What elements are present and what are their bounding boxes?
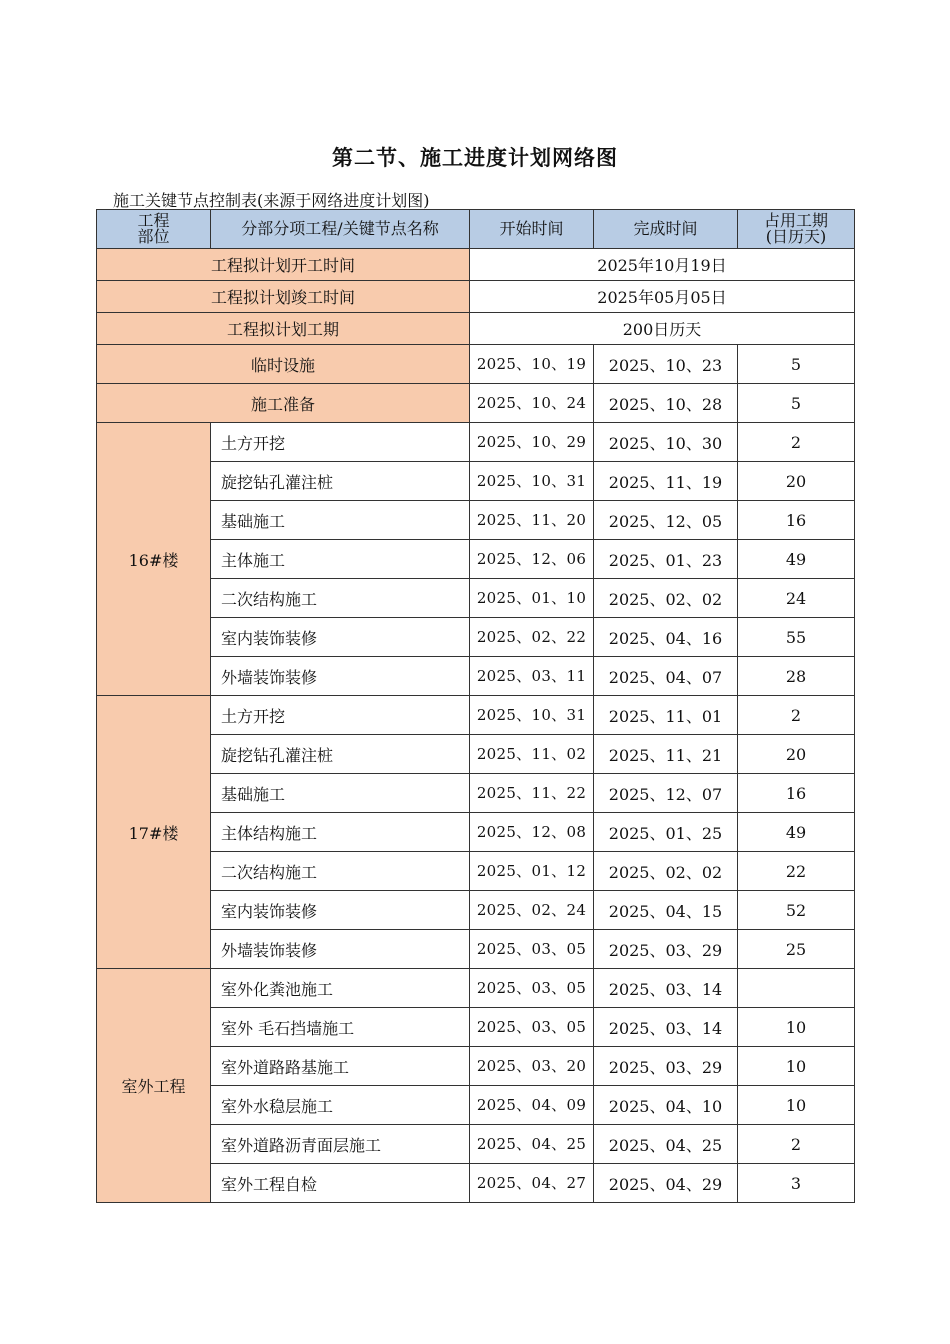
item-name: 旋挖钻孔灌注桩 [211, 462, 470, 501]
duration-days: 16 [738, 501, 855, 540]
end-date: 2025、02、02 [594, 852, 738, 891]
item-name: 二次结构施工 [211, 852, 470, 891]
header-end: 完成时间 [594, 210, 738, 249]
item-name: 基础施工 [211, 774, 470, 813]
end-date: 2025、04、16 [594, 618, 738, 657]
table-row [97, 696, 855, 735]
header-start: 开始时间 [470, 210, 594, 249]
start-date: 2025、10、19 [470, 345, 594, 384]
start-date: 2025、01、10 [470, 579, 594, 618]
table-row [97, 618, 855, 657]
start-date: 2025、02、22 [470, 618, 594, 657]
duration-days: 55 [738, 618, 855, 657]
header-name: 分部分项工程/关键节点名称 [211, 210, 470, 249]
summary-label: 工程拟计划竣工时间 [97, 281, 470, 313]
summary-value: 2025年05月05日 [470, 281, 855, 313]
duration-days: 10 [738, 1086, 855, 1125]
item-name: 旋挖钻孔灌注桩 [211, 735, 470, 774]
end-date: 2025、03、29 [594, 930, 738, 969]
duration-days [738, 969, 855, 1008]
prep-row [97, 345, 855, 384]
table-row [97, 1047, 855, 1086]
table-row [97, 852, 855, 891]
table-row [97, 1086, 855, 1125]
summary-value: 2025年10月19日 [470, 249, 855, 281]
table-row [97, 579, 855, 618]
start-date: 2025、12、08 [470, 813, 594, 852]
duration-days: 20 [738, 462, 855, 501]
summary-label: 工程拟计划开工时间 [97, 249, 470, 281]
table-row [97, 813, 855, 852]
summary-row [97, 281, 855, 313]
start-date: 2025、10、29 [470, 423, 594, 462]
duration-days: 2 [738, 423, 855, 462]
start-date: 2025、10、24 [470, 384, 594, 423]
item-name: 基础施工 [211, 501, 470, 540]
prep-label: 施工准备 [97, 384, 470, 423]
start-date: 2025、03、11 [470, 657, 594, 696]
prep-label: 临时设施 [97, 345, 470, 384]
table-row [97, 774, 855, 813]
end-date: 2025、12、05 [594, 501, 738, 540]
start-date: 2025、11、20 [470, 501, 594, 540]
start-date: 2025、04、27 [470, 1164, 594, 1203]
end-date: 2025、04、15 [594, 891, 738, 930]
start-date: 2025、03、05 [470, 1008, 594, 1047]
page-title: 第二节、施工进度计划网络图 [332, 146, 618, 170]
table-row [97, 423, 855, 462]
end-date: 2025、12、07 [594, 774, 738, 813]
summary-label: 工程拟计划工期 [97, 313, 470, 345]
end-date: 2025、01、25 [594, 813, 738, 852]
duration-days: 49 [738, 540, 855, 579]
duration-days: 52 [738, 891, 855, 930]
item-name: 室内装饰装修 [211, 891, 470, 930]
item-name: 室外 毛石挡墙施工 [211, 1008, 470, 1047]
end-date: 2025、01、23 [594, 540, 738, 579]
start-date: 2025、04、09 [470, 1086, 594, 1125]
end-date: 2025、10、30 [594, 423, 738, 462]
duration-days: 5 [738, 384, 855, 423]
end-date: 2025、04、10 [594, 1086, 738, 1125]
table-row [97, 540, 855, 579]
table-header-row [97, 210, 855, 249]
item-name: 主体施工 [211, 540, 470, 579]
item-name: 土方开挖 [211, 423, 470, 462]
end-date: 2025、04、29 [594, 1164, 738, 1203]
table-row [97, 1008, 855, 1047]
start-date: 2025、04、25 [470, 1125, 594, 1164]
end-date: 2025、11、21 [594, 735, 738, 774]
start-date: 2025、03、05 [470, 969, 594, 1008]
item-name: 外墙装饰装修 [211, 657, 470, 696]
item-name: 土方开挖 [211, 696, 470, 735]
group-part: 室外工程 [97, 969, 211, 1203]
start-date: 2025、03、20 [470, 1047, 594, 1086]
duration-days: 24 [738, 579, 855, 618]
start-date: 2025、01、12 [470, 852, 594, 891]
start-date: 2025、03、05 [470, 930, 594, 969]
end-date: 2025、11、19 [594, 462, 738, 501]
table-row [97, 501, 855, 540]
item-name: 室外化粪池施工 [211, 969, 470, 1008]
end-date: 2025、04、25 [594, 1125, 738, 1164]
summary-value: 200日历天 [470, 313, 855, 345]
item-name: 二次结构施工 [211, 579, 470, 618]
duration-days: 2 [738, 696, 855, 735]
item-name: 室内装饰装修 [211, 618, 470, 657]
duration-days: 5 [738, 345, 855, 384]
item-name: 主体结构施工 [211, 813, 470, 852]
table-row [97, 1164, 855, 1203]
table-caption: 施工关键节点控制表(来源于网络进度计划图) [113, 191, 430, 210]
end-date: 2025、02、02 [594, 579, 738, 618]
group-part: 17#楼 [97, 696, 211, 969]
summary-row [97, 249, 855, 281]
end-date: 2025、03、14 [594, 1008, 738, 1047]
start-date: 2025、10、31 [470, 462, 594, 501]
duration-days: 10 [738, 1008, 855, 1047]
table-row [97, 930, 855, 969]
end-date: 2025、03、29 [594, 1047, 738, 1086]
duration-days: 25 [738, 930, 855, 969]
start-date: 2025、11、02 [470, 735, 594, 774]
duration-days: 49 [738, 813, 855, 852]
item-name: 外墙装饰装修 [211, 930, 470, 969]
duration-days: 10 [738, 1047, 855, 1086]
end-date: 2025、10、28 [594, 384, 738, 423]
table-row [97, 735, 855, 774]
header-part: 工程部位 [97, 210, 211, 249]
start-date: 2025、10、31 [470, 696, 594, 735]
start-date: 2025、11、22 [470, 774, 594, 813]
end-date: 2025、11、01 [594, 696, 738, 735]
item-name: 室外道路路基施工 [211, 1047, 470, 1086]
group-part: 16#楼 [97, 423, 211, 696]
item-name: 室外水稳层施工 [211, 1086, 470, 1125]
table-row [97, 1125, 855, 1164]
item-name: 室外工程自检 [211, 1164, 470, 1203]
duration-days: 3 [738, 1164, 855, 1203]
summary-row [97, 313, 855, 345]
header-duration: 占用工期(日历天) [738, 210, 855, 249]
duration-days: 28 [738, 657, 855, 696]
start-date: 2025、02、24 [470, 891, 594, 930]
table-row [97, 462, 855, 501]
schedule-table [96, 209, 855, 1203]
end-date: 2025、10、23 [594, 345, 738, 384]
table-row [97, 657, 855, 696]
item-name: 室外道路沥青面层施工 [211, 1125, 470, 1164]
prep-row [97, 384, 855, 423]
duration-days: 2 [738, 1125, 855, 1164]
duration-days: 16 [738, 774, 855, 813]
start-date: 2025、12、06 [470, 540, 594, 579]
duration-days: 20 [738, 735, 855, 774]
table-row [97, 891, 855, 930]
end-date: 2025、04、07 [594, 657, 738, 696]
duration-days: 22 [738, 852, 855, 891]
table-row [97, 969, 855, 1008]
end-date: 2025、03、14 [594, 969, 738, 1008]
